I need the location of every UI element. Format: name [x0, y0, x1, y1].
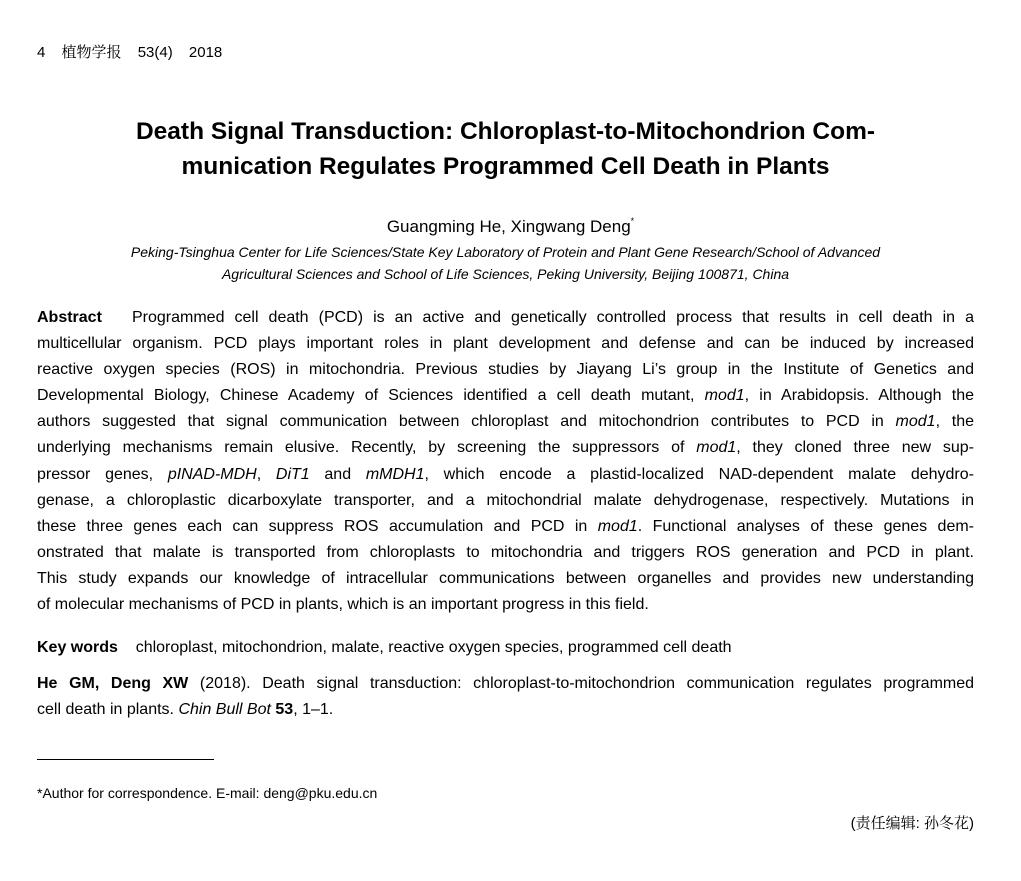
affiliation	[60, 241, 951, 285]
abstract-line: authors suggested that signal communication between chloroplast and mitochondrion contributes to PCD in mod1, the	[37, 413, 974, 431]
gene-mmdh1: mMDH1	[365, 465, 425, 483]
abstract-line: onstrated that malate is transported from chloroplasts to mitochondria and triggers ROS generation and PCD in plant.	[37, 543, 974, 561]
abstract-line: multicellular organism. PCD plays important roles in plant development and defense and can be induced by increased	[37, 335, 974, 353]
citation-volume: 53	[275, 701, 294, 718]
abstract-line: pressor genes, pINAD-MDH, DiT1 and mMDH1, which encode a plastid-localized NAD-dependent malate dehydro-	[37, 465, 974, 483]
corresponding-author-mark: *	[630, 216, 635, 226]
abstract-label: Abstract	[37, 309, 102, 326]
journal-year: 2018	[188, 44, 223, 61]
title-line-2: munication Regulates Programmed Cell Death in Plants	[181, 153, 830, 180]
gene-pinad-mdh: pINAD-MDH	[167, 465, 257, 483]
keywords-label: Key words	[37, 639, 118, 656]
abstract	[37, 305, 974, 618]
citation-journal: Chin Bull Bot	[178, 701, 271, 718]
keywords	[37, 636, 732, 660]
journal-name: 植物学报	[61, 44, 122, 61]
author-names: Guangming He, Xingwang Deng	[386, 217, 631, 236]
gene-mod1: mod1	[895, 413, 936, 431]
affiliation-line-1: Peking-Tsinghua Center for Life Sciences/State Key Laboratory of Protein and Plant Gene Research/School of Advanced	[130, 244, 881, 260]
abstract-line: This study expands our knowledge of intracellular communications between organelles and provides new understanding	[37, 569, 974, 587]
editor-note: (责任编辑: 孙冬花)	[850, 815, 974, 832]
title-line-1: Death Signal Transduction: Chloroplast-to-Mitochondrion Com-	[135, 118, 876, 145]
abstract-line: Abstract Programmed cell death (PCD) is an active and genetically controlled process that results in cell death in a	[37, 309, 974, 326]
journal-issue: 53(4)	[137, 44, 173, 61]
article-title	[60, 114, 951, 184]
abstract-line: genase, a chloroplastic dicarboxylate transporter, and a mitochondrial malate dehydrogenase, respectively. Mutations in	[37, 491, 974, 509]
running-header	[37, 43, 234, 63]
keywords-text: chloroplast, mitochondrion, malate, reactive oxygen species, programmed cell death	[135, 639, 732, 656]
citation-line-1: He GM, Deng XW (2018). Death signal transduction: chloroplast-to-mitochondrion communication regulates programmed	[37, 675, 975, 692]
footnote-mark: *	[37, 785, 43, 801]
footnote-text: Author for correspondence. E-mail: deng@pku.edu.cn	[42, 785, 378, 801]
abstract-line: Developmental Biology, Chinese Academy of Sciences identified a cell death mutant, mod1, in Arabidopsis. Although the	[37, 387, 974, 405]
abstract-line: reactive oxygen species (ROS) in mitochondria. Previous studies by Jiayang Li’s group in the Institute of Genetics and	[37, 361, 974, 379]
gene-mod1: mod1	[597, 517, 638, 535]
citation	[37, 671, 974, 723]
footnote-divider	[37, 759, 214, 760]
citation-pages: , 1–1.	[293, 701, 334, 718]
affiliation-line-2: Agricultural Sciences and School of Life Sciences, Peking University, Beijing 100871, China	[221, 266, 790, 282]
citation-authors: He GM, Deng XW	[37, 675, 189, 692]
page-number: 4	[37, 44, 46, 61]
abstract-line: these three genes each can suppress ROS accumulation and PCD in mod1. Functional analyses of these genes dem-	[37, 517, 974, 535]
abstract-line: of molecular mechanisms of PCD in plants, which is an important progress in this field.	[37, 596, 649, 614]
footnote	[37, 783, 377, 803]
gene-mod1: mod1	[696, 439, 737, 457]
gene-dit1: DiT1	[275, 465, 310, 483]
citation-line-2: cell death in plants. Chin Bull Bot 53, 1–1.	[37, 701, 334, 718]
author-list	[0, 210, 1021, 238]
abstract-line: underlying mechanisms remain elusive. Recently, by screening the suppressors of mod1, they cloned three new sup-	[37, 439, 975, 457]
gene-mod1: mod1	[704, 387, 745, 405]
